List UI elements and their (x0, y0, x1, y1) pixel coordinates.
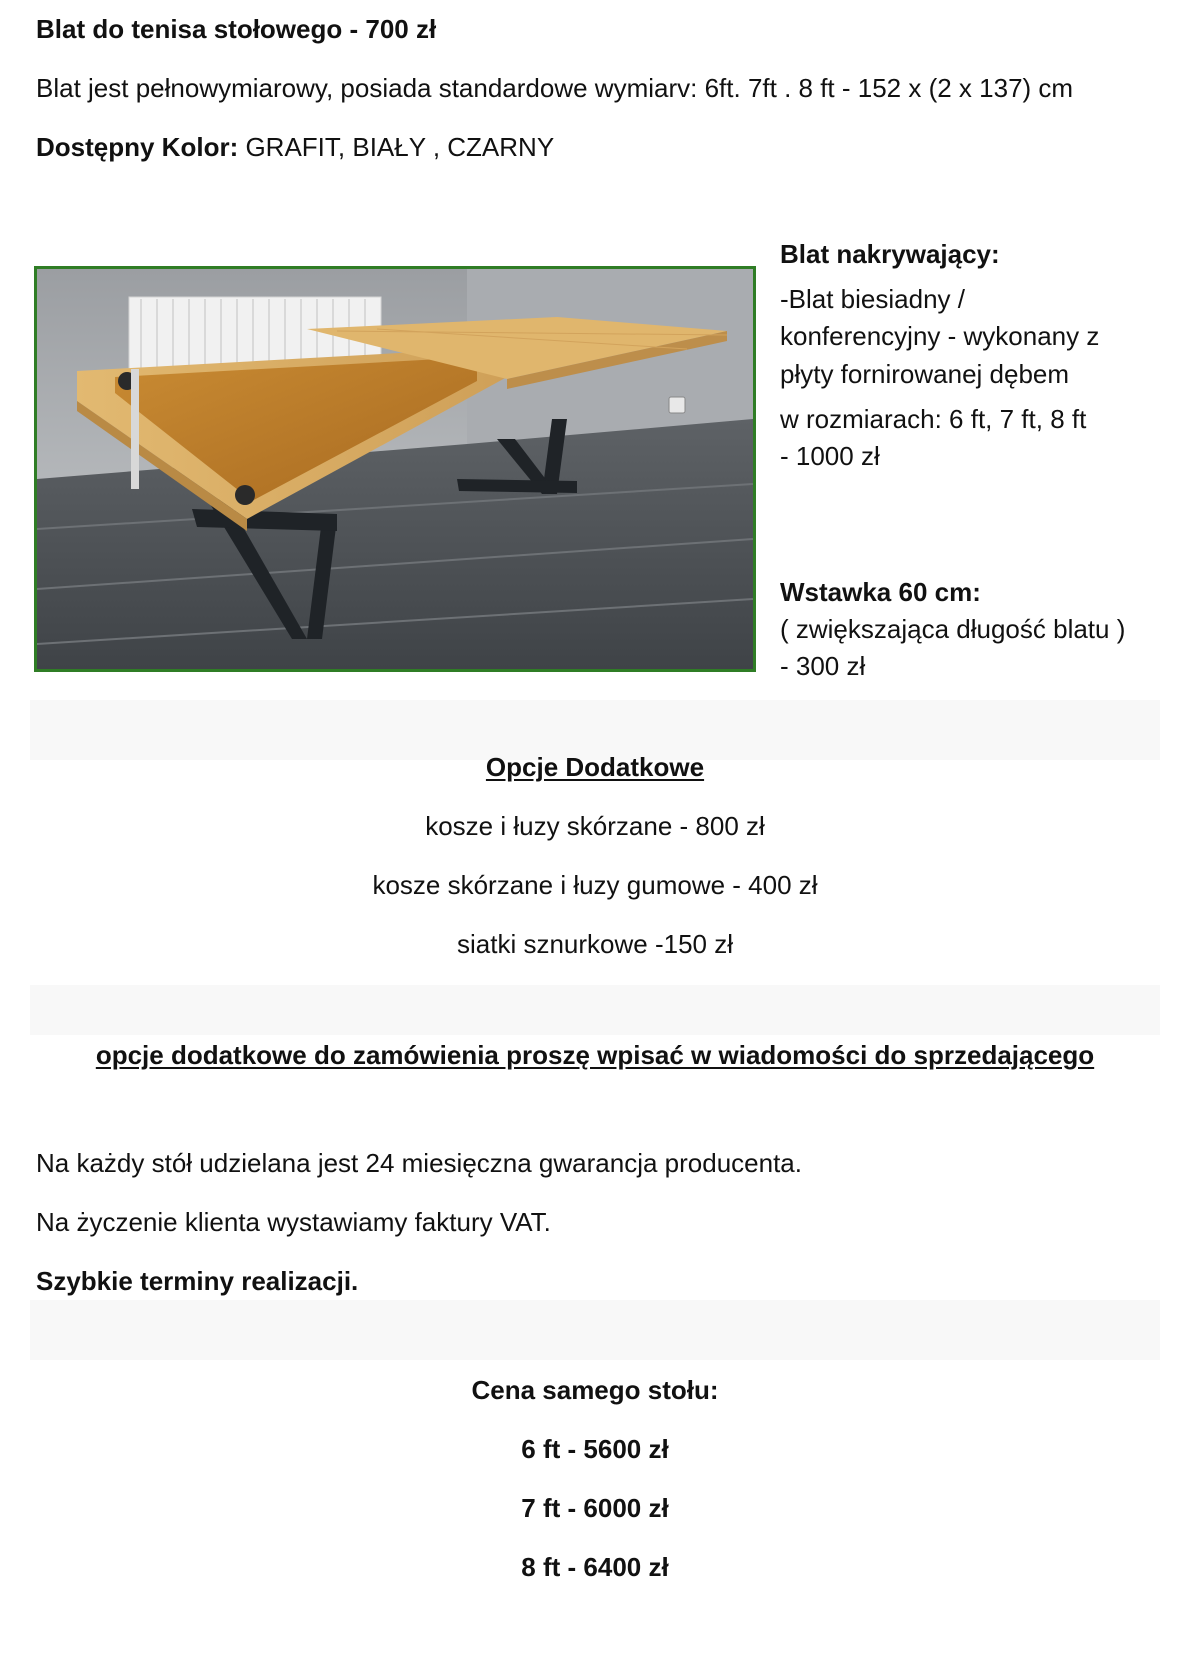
color-label: Dostępny Kolor: (36, 132, 239, 162)
cover-price: - 1000 zł (780, 440, 880, 471)
cover-line-1: -Blat biesiadny / (780, 284, 965, 315)
prices-heading: Cena samego stołu: (471, 1375, 719, 1405)
price-item: 6 ft - 5600 zł (521, 1434, 669, 1464)
extras-item: kosze i łuzy skórzane - 800 zł (425, 811, 765, 841)
price-item: 8 ft - 6400 zł (521, 1552, 669, 1582)
page-title: Blat do tenisa stołowego - 700 zł (36, 14, 437, 44)
fast-delivery-text: Szybkie terminy realizacji. (36, 1266, 359, 1296)
insert-price: - 300 zł (780, 651, 866, 682)
cover-line-2: konferencyjny - wykonany z (780, 321, 1100, 352)
pool-table-illustration (37, 269, 753, 669)
extras-item: kosze skórzane i łuzy gumowe - 400 zł (372, 870, 818, 900)
extras-item: siatki sznurkowe -150 zł (457, 929, 733, 959)
warranty-text: Na każdy stół udzielana jest 24 miesięczna gwarancja producenta. (36, 1148, 802, 1178)
color-values: GRAFIT, BIAŁY , CZARNY (238, 132, 555, 162)
cover-line-3: płyty fornirowanej dębem (780, 358, 1070, 389)
background-band (30, 1300, 1160, 1360)
product-photo (34, 266, 756, 672)
cover-sizes: w rozmiarach: 6 ft, 7 ft, 8 ft (780, 403, 1087, 434)
background-band (30, 700, 1160, 760)
extras-heading: Opcje Dodatkowe (485, 752, 705, 782)
dimensions-description: Blat jest pełnowymiarowy, posiada standardowe wymiarv: 6ft. 7ft . 8 ft - 152 x (2 x 137) cm (36, 73, 1074, 103)
insert-section (780, 574, 1170, 686)
invoice-text: Na życzenie klienta wystawiamy faktury VAT. (36, 1207, 551, 1237)
price-item: 7 ft - 6000 zł (521, 1493, 669, 1523)
color-row (36, 132, 554, 163)
insert-description: ( zwiększająca długość blatu ) (780, 614, 1126, 645)
background-band (30, 985, 1160, 1035)
insert-heading: Wstawka 60 cm: (780, 577, 981, 607)
cover-heading: Blat nakrywający: (780, 239, 1000, 269)
cover-section (780, 236, 1170, 475)
extras-order-note: opcje dodatkowe do zamówienia proszę wpisać w wiadomości do sprzedającego (95, 1040, 1095, 1070)
